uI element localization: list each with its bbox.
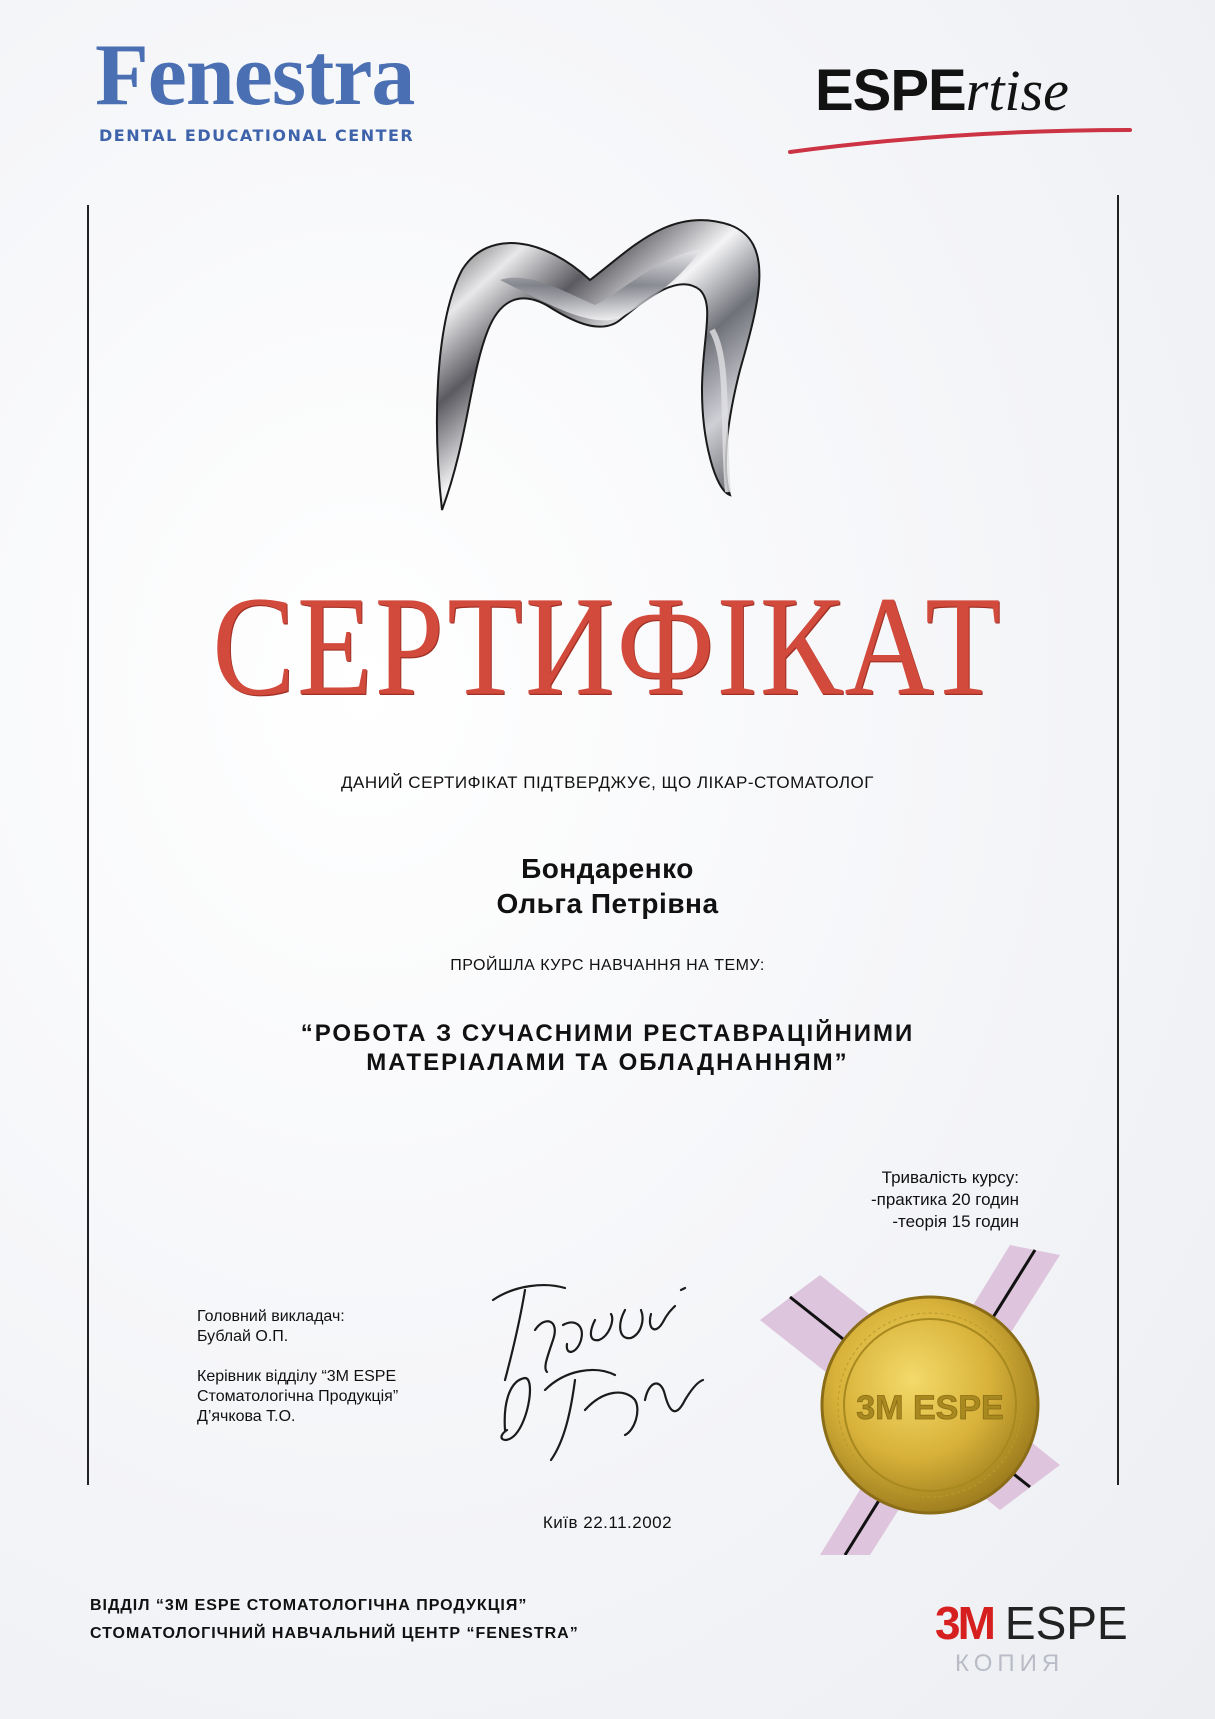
- copy-watermark: КОПИЯ: [955, 1650, 1065, 1677]
- teacher-name: Бублай О.П.: [197, 1328, 289, 1345]
- espertise-logo-italic: rtise: [965, 58, 1069, 123]
- course-topic-line-2: МАТЕРІАЛАМИ ТА ОБЛАДНАННЯМ”: [366, 1049, 849, 1076]
- certificate-title: СЕРТИФІКАТ: [212, 567, 1003, 725]
- duration-heading: Тривалість курсу:: [881, 1168, 1019, 1187]
- footer-line-1: ВІДДІЛ “3M ESPE СТОМАТОЛОГІЧНА ПРОДУКЦІЯ”: [90, 1597, 528, 1614]
- 3m-logo-mark: 3M: [935, 1597, 993, 1649]
- recipient-surname: Бондаренко: [521, 853, 694, 884]
- espertise-swoosh-icon: [785, 118, 1135, 158]
- seal-with-ribbon: [760, 1235, 1100, 1560]
- footer-line-2: СТОМАТОЛОГІЧНИЙ НАВЧАЛЬНИЙ ЦЕНТР “FENESTRA”: [90, 1625, 579, 1642]
- head-role-line-1: Керівник відділу “3M ESPE: [197, 1368, 397, 1385]
- recipient-given-names: Ольга Петрівна: [496, 888, 719, 919]
- espertise-logo: [815, 58, 1135, 162]
- handwritten-signatures: [485, 1270, 715, 1475]
- signatories: [197, 1307, 398, 1427]
- confirmation-text: ДАНИЙ СЕРТИФІКАТ ПІДТВЕРДЖУЄ, ЩО ЛІКАР-СТОМАТОЛОГ: [341, 773, 874, 792]
- fenestra-logo-subtitle: DENTAL EDUCATIONAL CENTER: [99, 126, 415, 145]
- teacher-role: Головний викладач:: [197, 1308, 345, 1325]
- duration-practice: -практика 20 годин: [870, 1190, 1019, 1209]
- duration-theory: -теорія 15 годин: [892, 1212, 1019, 1231]
- seal-text: 3M ESPE: [856, 1389, 1004, 1427]
- fenestra-logo: [95, 27, 475, 145]
- metal-tooth-image: [430, 210, 800, 525]
- place-and-date: Київ 22.11.2002: [542, 1513, 673, 1532]
- 3m-espe-logo: [925, 1588, 1145, 1688]
- course-intro-text: ПРОЙШЛА КУРС НАВЧАННЯ НА ТЕМУ:: [450, 957, 765, 974]
- espertise-logo-bold: ESPE: [815, 58, 966, 123]
- footer: [90, 1592, 579, 1648]
- espe-logo-text: ESPE: [1004, 1597, 1128, 1649]
- course-topic-line-1: “РОБОТА З СУЧАСНИМИ РЕСТАВРАЦІЙНИМИ: [300, 1020, 915, 1047]
- fenestra-logo-text: Fenestra: [95, 27, 415, 124]
- right-border-line: [1117, 195, 1119, 1485]
- left-border-line: [87, 205, 89, 1485]
- course-duration: [871, 1167, 1019, 1233]
- head-name: Д’ячкова Т.О.: [197, 1408, 296, 1425]
- head-role-line-2: Стоматологічна Продукція”: [197, 1388, 399, 1405]
